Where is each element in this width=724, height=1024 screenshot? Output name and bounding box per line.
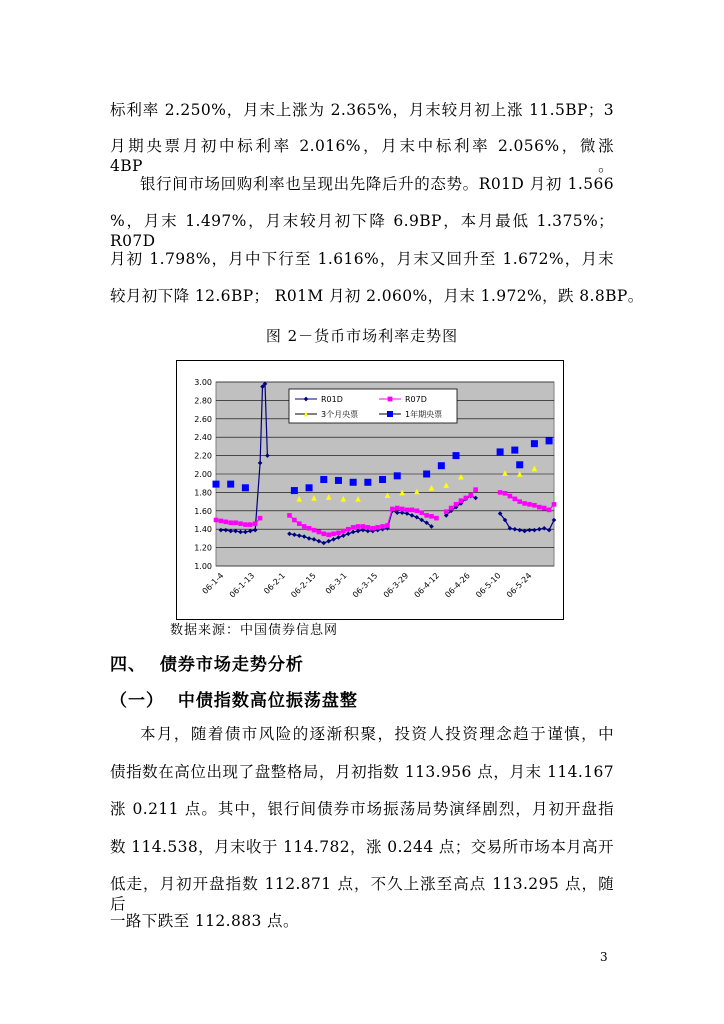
x-tick-label: 06-1-13 (227, 571, 257, 600)
x-tick-label: 06-5-24 (504, 571, 534, 600)
legend-marker (388, 397, 393, 402)
series-1-point (498, 490, 503, 495)
x-tick-label: 06-4-26 (443, 571, 472, 600)
page-number: 3 (600, 950, 608, 964)
figure-caption: 图 2－货币市场利率走势图 (265, 327, 459, 345)
legend-label: R07D (405, 395, 427, 404)
series-1-point (214, 518, 219, 523)
series-3-point (453, 452, 460, 459)
series-3-point (423, 471, 430, 478)
series-1-point (321, 532, 326, 537)
paragraph-line: 低走，月初开盘指数 112.871 点，不久上涨至高点 113.295 点，随后 (110, 875, 614, 913)
series-1-point (508, 494, 513, 499)
series-3-point (546, 437, 553, 444)
series-1-point (297, 521, 302, 526)
money-market-rate-chart (177, 361, 563, 619)
subsection-heading: （一） 中债指数高位振荡盘整 (110, 691, 358, 711)
series-1-point (312, 528, 317, 533)
legend-label: 3个月央票 (321, 410, 359, 419)
paragraph-line: 月初 1.798%，月中下行至 1.616%，月末又回升至 1.672%，月末 (110, 250, 614, 268)
series-1-point (380, 524, 385, 529)
series-1-point (449, 506, 454, 511)
chart-frame (176, 360, 564, 620)
y-tick-label: 1.40 (194, 525, 212, 535)
series-1-point (434, 516, 439, 521)
x-tick-label: 06-4-12 (412, 571, 442, 600)
series-1-point (351, 525, 356, 530)
series-3-point (497, 448, 504, 455)
series-1-point (366, 525, 371, 530)
series-1-point (395, 506, 400, 511)
x-tick-label: 06-1-4 (200, 571, 226, 596)
series-3-point (335, 477, 342, 484)
series-1-point (400, 507, 405, 512)
series-1-point (552, 502, 557, 507)
series-1-point (370, 526, 375, 531)
series-1-point (513, 497, 518, 502)
series-3-point (227, 481, 234, 488)
series-1-point (390, 507, 395, 512)
series-1-point (307, 526, 312, 531)
series-1-point (385, 523, 390, 528)
series-1-point (375, 525, 380, 530)
paragraph-line: 银行间市场回购利率也呈现出先降后升的态势。R01D 月初 1.566 (140, 175, 614, 193)
series-1-point (444, 509, 449, 514)
series-1-point (527, 502, 532, 507)
series-3-point (291, 487, 298, 494)
series-1-point (429, 514, 434, 519)
series-1-point (302, 524, 307, 529)
series-3-point (511, 447, 518, 454)
series-1-point (454, 502, 459, 507)
series-1-point (405, 508, 410, 513)
y-tick-label: 1.60 (194, 506, 212, 516)
series-1-point (517, 499, 522, 504)
x-tick-label: 06-3-15 (350, 571, 380, 600)
series-1-point (233, 520, 238, 525)
series-1-point (243, 522, 248, 527)
legend-label: 1年期央票 (405, 410, 443, 419)
series-1-point (464, 496, 469, 501)
series-3-point (350, 479, 357, 486)
paragraph-line: %，月末 1.497%，月末较月初下降 6.9BP，本月最低 1.375%；R07D (110, 212, 614, 250)
x-tick-label: 06-5-10 (474, 571, 503, 600)
series-3-point (242, 484, 249, 491)
series-1-point (287, 513, 292, 518)
series-3-point (320, 476, 327, 483)
data-source: 数据来源：中国债券信息网 (170, 623, 339, 638)
paragraph-line: 本月，随着债市风险的逐渐积聚，投资人投资理念趋于谨慎，中 (140, 725, 614, 743)
series-1-point (219, 519, 224, 524)
series-1-point (336, 531, 341, 536)
paragraph-line: 较月初下降 12.6BP； R01M 月初 2.060%，月末 1.972%，跌 8.8BP。 (110, 287, 644, 305)
series-1-point (410, 508, 415, 513)
legend-label: R01D (321, 395, 343, 404)
series-1-point (326, 532, 331, 537)
y-tick-label: 2.00 (194, 470, 212, 479)
series-1-point (331, 532, 336, 537)
series-1-point (253, 521, 258, 526)
y-tick-label: 2.20 (194, 451, 212, 461)
series-1-point (248, 522, 253, 527)
section-heading: 四、 债券市场走势分析 (110, 655, 304, 675)
legend-marker (387, 411, 393, 417)
y-tick-label: 3.00 (194, 378, 212, 387)
series-1-point (223, 520, 228, 525)
x-tick-label: 06-2-1 (262, 571, 288, 596)
series-1-point (258, 516, 263, 521)
series-3-point (379, 476, 386, 483)
series-3-point (394, 472, 401, 479)
series-1-point (356, 524, 361, 529)
paragraph-line: 债指数在高位出现了盘整格局，月初指数 113.956 点，月末 114.167 (110, 763, 614, 781)
series-1-point (473, 487, 478, 492)
series-1-point (522, 501, 527, 506)
paragraph-line: 涨 0.211 点。其中，银行间债券市场振荡局势演绎剧烈，月初开盘指 (110, 800, 614, 818)
y-tick-label: 2.40 (194, 433, 212, 443)
y-tick-label: 1.80 (194, 488, 212, 498)
series-1-point (292, 518, 297, 523)
x-tick-label: 06-3-1 (323, 571, 349, 596)
series-1-point (459, 498, 464, 503)
series-1-point (532, 503, 537, 508)
series-1-point (419, 510, 424, 515)
y-tick-label: 2.80 (194, 396, 212, 406)
series-1-point (228, 520, 233, 525)
y-tick-label: 1.20 (194, 543, 212, 553)
series-3-point (531, 440, 538, 447)
series-1-point (415, 509, 420, 514)
paragraph-line: 数 114.538，月末收于 114.782，涨 0.244 点；交易所市场本月高开 (110, 838, 614, 856)
y-tick-label: 2.60 (194, 414, 212, 424)
series-1-point (361, 524, 366, 529)
y-tick-label: 1.00 (194, 562, 212, 571)
series-1-point (424, 513, 429, 518)
series-1-point (341, 529, 346, 534)
paragraph-line: 一路下跌至 112.883 点。 (110, 912, 299, 930)
series-1-point (537, 505, 542, 510)
paragraph-line: 月期央票月初中标利率 2.016%，月末中标利率 2.056%，微涨 4BP。 (110, 137, 614, 175)
series-1-point (547, 508, 552, 513)
paragraph-line: 标利率 2.250%，月末上涨为 2.365%，月末较月初上涨 11.5BP；3 (110, 101, 614, 119)
series-3-point (213, 481, 220, 488)
x-tick-label: 06-2-15 (289, 571, 318, 600)
series-3-point (516, 461, 523, 468)
x-tick-label: 06-3-29 (381, 571, 411, 600)
series-1-point (468, 493, 473, 498)
series-1-point (238, 521, 243, 526)
series-1-point (317, 530, 322, 535)
series-1-point (346, 527, 351, 532)
series-1-point (542, 506, 547, 511)
series-3-point (438, 462, 445, 469)
series-3-point (306, 484, 313, 491)
series-3-point (364, 479, 371, 486)
series-1-point (503, 491, 508, 496)
